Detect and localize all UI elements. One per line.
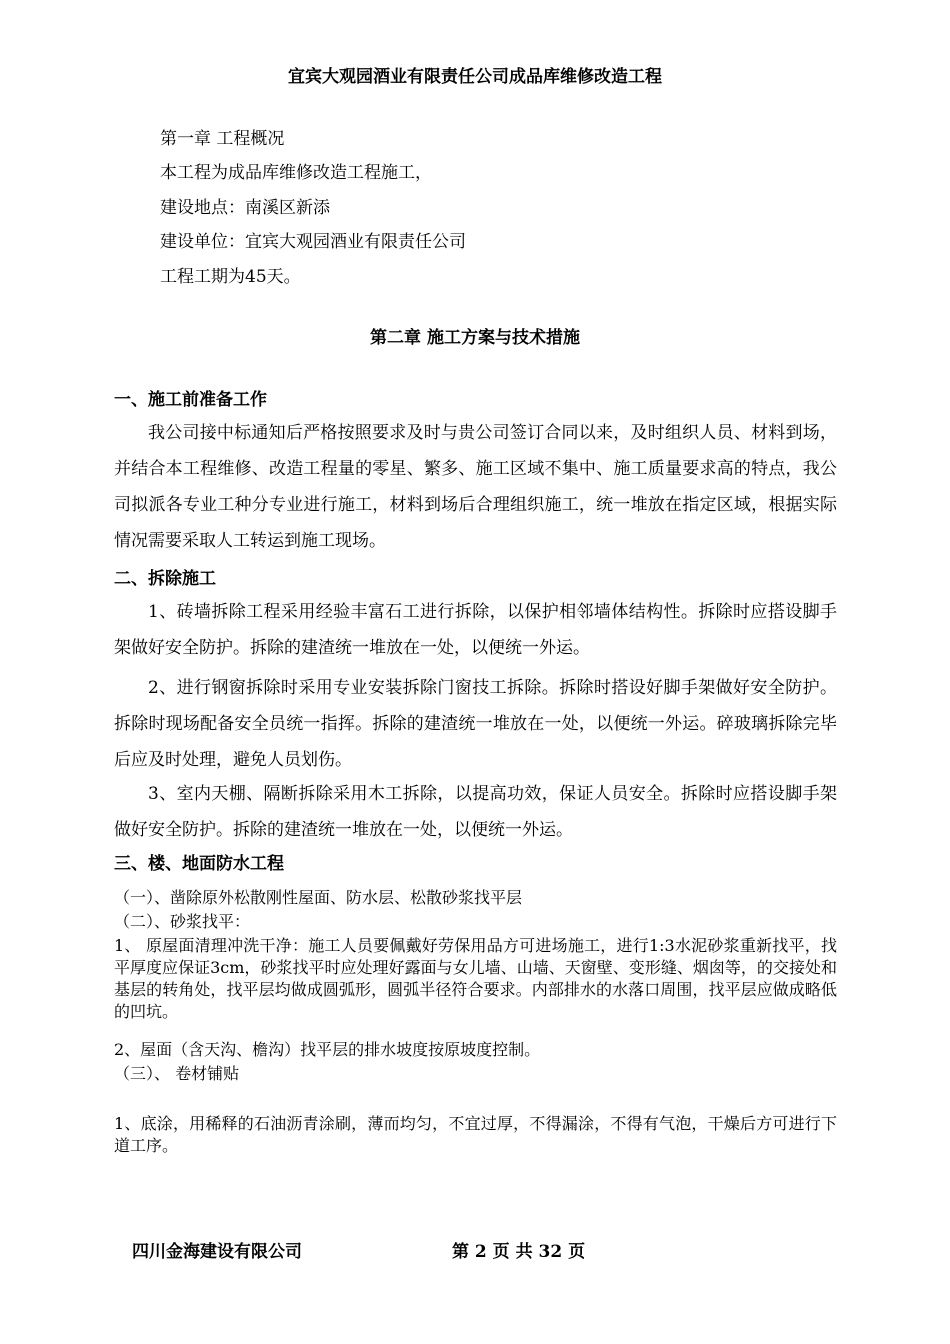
overview-line-duration: 工程工期为45天。 (160, 267, 301, 287)
section3-item-3: 1、底涂，用稀释的石油沥青涂刷，薄而均匀，不宜过厚，不得漏涂，不得有气泡，干燥后方可进行下道工序。 (114, 1114, 837, 1155)
chapter2-heading: 第二章 施工方案与技术措施 (370, 328, 580, 348)
chapter1-heading: 第一章 工程概况 (160, 129, 285, 149)
overview-line-owner: 建设单位：宜宾大观园酒业有限责任公司 (160, 232, 466, 252)
section2-item-2: 2、进行钢窗拆除时采用专业安装拆除门窗技工拆除。拆除时搭设好脚手架做好安全防护。拆除时现场配备安全员统一指挥。拆除的建渣统一堆放在一处，以便统一外运。碎玻璃拆除完毕后应及时处理，避免人员划伤。 (114, 678, 837, 770)
footer-company: 四川金海建设有限公司 (132, 1242, 302, 1262)
section3-heading: 三、楼、地面防水工程 (114, 854, 284, 874)
section2-item-1: 1、砖墙拆除工程采用经验丰富石工进行拆除，以保护相邻墙体结构性。拆除时应搭设脚手架做好安全防护。拆除的建渣统一堆放在一处，以便统一外运。 (114, 602, 837, 658)
section3-item-2: 2、屋面（含天沟、檐沟）找平层的排水坡度按原坡度控制。 (114, 1040, 541, 1059)
section1-paragraph: 我公司接中标通知后严格按照要求及时与贵公司签订合同以来，及时组织人员、材料到场，并结合本工程维修、改造工程量的零星、繁多、施工区域不集中、施工质量要求高的特点，我公司拟派各专业工种分专业进行施工，材料到场后合理组织施工，统一堆放在指定区域，根据实际情况需要采取人工转运到施工现场。 (114, 423, 837, 551)
section2-item-3: 3、室内天棚、隔断拆除采用木工拆除，以提高功效，保证人员安全。拆除时应搭设脚手架做好安全防护。拆除的建渣统一堆放在一处，以便统一外运。 (114, 784, 837, 840)
overview-line-location: 建设地点：南溪区新添 (160, 198, 330, 218)
overview-line-project: 本工程为成品库维修改造工程施工， (160, 163, 432, 183)
section3-sub-1: （一）、凿除原外松散刚性屋面、防水层、松散砂浆找平层 (114, 888, 523, 907)
section3-sub-3: （三）、 卷材铺贴 (114, 1064, 240, 1083)
footer-page-number: 第 2 页 共 32 页 (452, 1242, 586, 1262)
section1-heading: 一、施工前准备工作 (114, 390, 267, 410)
section3-item-1: 1、 原屋面清理冲洗干净：施工人员要佩戴好劳保用品方可进场施工，进行1:3水泥砂浆重新找平，找平厚度应保证3cm，砂浆找平时应处理好露面与女儿墙、山墙、天窗壁、变形缝、烟囱等，的交接处和基层的转角处，找平层均做成圆弧形，圆弧半径符合要求。内部排水的水落口周围，找平层应做成略低的凹坑。 (114, 936, 837, 1021)
document-title: 宜宾大观园酒业有限责任公司成品库维修改造工程 (288, 67, 662, 87)
section3-sub-2: （二）、砂浆找平： (114, 912, 251, 931)
section2-heading: 二、拆除施工 (114, 569, 216, 589)
